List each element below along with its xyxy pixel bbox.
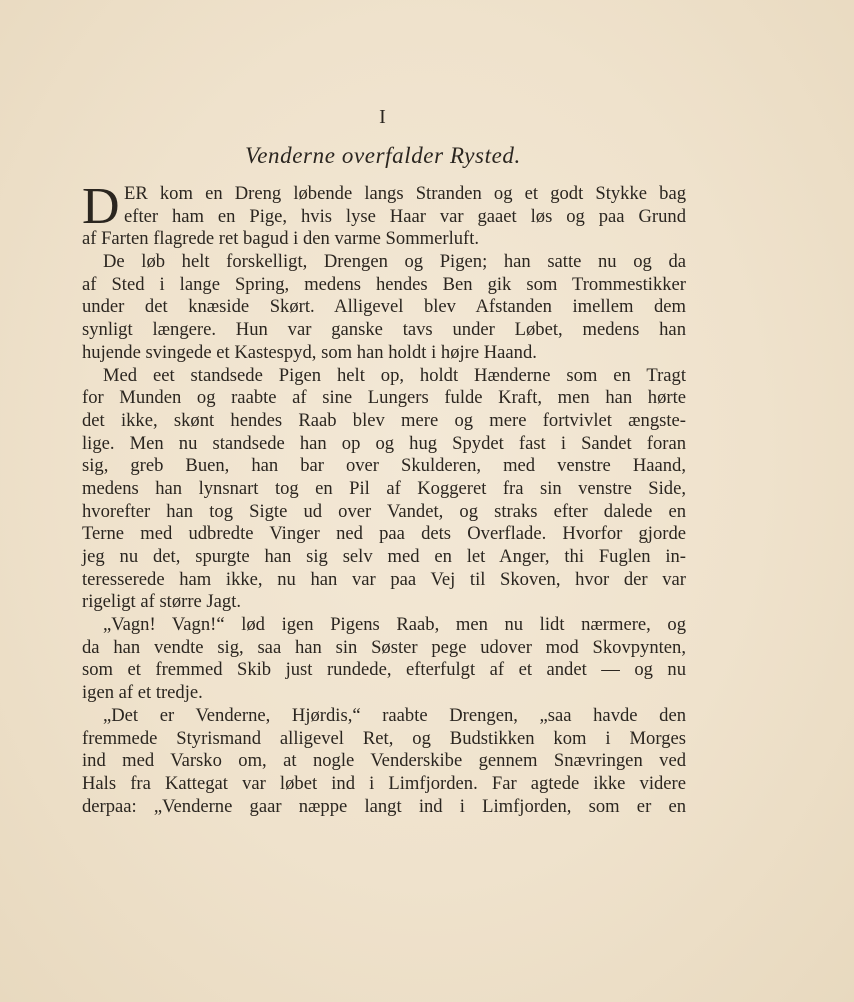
- paragraph: [82, 614, 686, 705]
- text-line: „Vagn! Vagn!“ lød igen Pigens Raab, men nu lidt nærmere, og: [103, 614, 686, 636]
- chapter-title: Venderne overfalder Rysted.: [245, 143, 521, 168]
- text-line: De løb helt forskelligt, Drengen og Pigen; han satte nu og da: [103, 251, 686, 273]
- text-line: Terne med udbredte Vinger ned paa dets Overflade. Hvorfor gjorde: [82, 523, 686, 545]
- text-line: under det knæside Skørt. Alligevel blev Afstanden imellem dem: [82, 296, 686, 318]
- text-line: „Det er Venderne, Hjørdis,“ raabte Drengen, „saa havde den: [103, 704, 686, 726]
- paragraph: [82, 705, 686, 818]
- text-line: da han vendte sig, saa han sin Søster pege udover mod Skovpynten,: [82, 636, 686, 658]
- text-line: Hals fra Kattegat var løbet ind i Limfjorden. Far agtede ikke videre: [82, 772, 686, 794]
- text-line: af Sted i lange Spring, medens hendes Ben gik som Trommestikker: [82, 273, 686, 295]
- text-line: Med eet standsede Pigen helt op, holdt Hænderne som en Tragt: [103, 364, 686, 386]
- body-text: [82, 178, 686, 818]
- text-line: derpaa: „Venderne gaar næppe langt ind i Limfjorden, som er en: [82, 795, 686, 817]
- text-line: teresserede ham ikke, nu han var paa Vej til Skoven, hvor der var: [82, 568, 686, 590]
- text-line: sig, greb Buen, han bar over Skulderen, med venstre Haand,: [82, 455, 686, 477]
- text-line: lige. Men nu standsede han op og hug Spydet fast i Sandet foran: [82, 432, 686, 454]
- text-line: fremmede Styrismand alligevel Ret, og Budstikken kom i Morges: [82, 727, 686, 749]
- text-line: ER kom en Dreng løbende langs Stranden og et godt Stykke bag: [124, 183, 686, 204]
- paragraph: [82, 251, 686, 364]
- paragraph: [82, 178, 686, 251]
- text-line: hujende svingede et Kastespyd, som han holdt i højre Haand.: [82, 341, 537, 363]
- text-line: synligt længere. Hun var ganske tavs under Løbet, medens han: [82, 319, 686, 341]
- text-line: igen af et tredje.: [82, 682, 203, 704]
- text-line: hvorefter han tog Sigte ud over Vandet, og straks efter dalede en: [82, 500, 686, 522]
- text-line: medens han lynsnart tog en Pil af Koggeret fra sin venstre Side,: [82, 477, 686, 499]
- text-line: jeg nu det, spurgte han sig selv med en let Anger, thi Fuglen in-: [82, 546, 686, 567]
- drop-cap: D: [82, 178, 120, 235]
- paragraph: [82, 365, 686, 615]
- text-line: efter ham en Pige, hvis lyse Haar var gaaet løs og paa Grund: [124, 205, 686, 227]
- text-line: ind med Varsko om, at nogle Venderskibe gennem Snævringen ved: [82, 750, 686, 772]
- text-line: det ikke, skønt hendes Raab blev mere og mere fortvivlet ængste-: [82, 409, 686, 431]
- text-line: rigeligt af større Jagt.: [82, 591, 242, 613]
- text-line: for Munden og raabte af sine Lungers fulde Kraft, men han hørte: [82, 387, 686, 409]
- text-line: som et fremmed Skib just rundede, efterfulgt af et andet — og nu: [82, 659, 686, 681]
- text-line: af Farten flagrede ret bagud i den varme Sommerluft.: [82, 228, 480, 250]
- chapter-number: I: [379, 106, 387, 128]
